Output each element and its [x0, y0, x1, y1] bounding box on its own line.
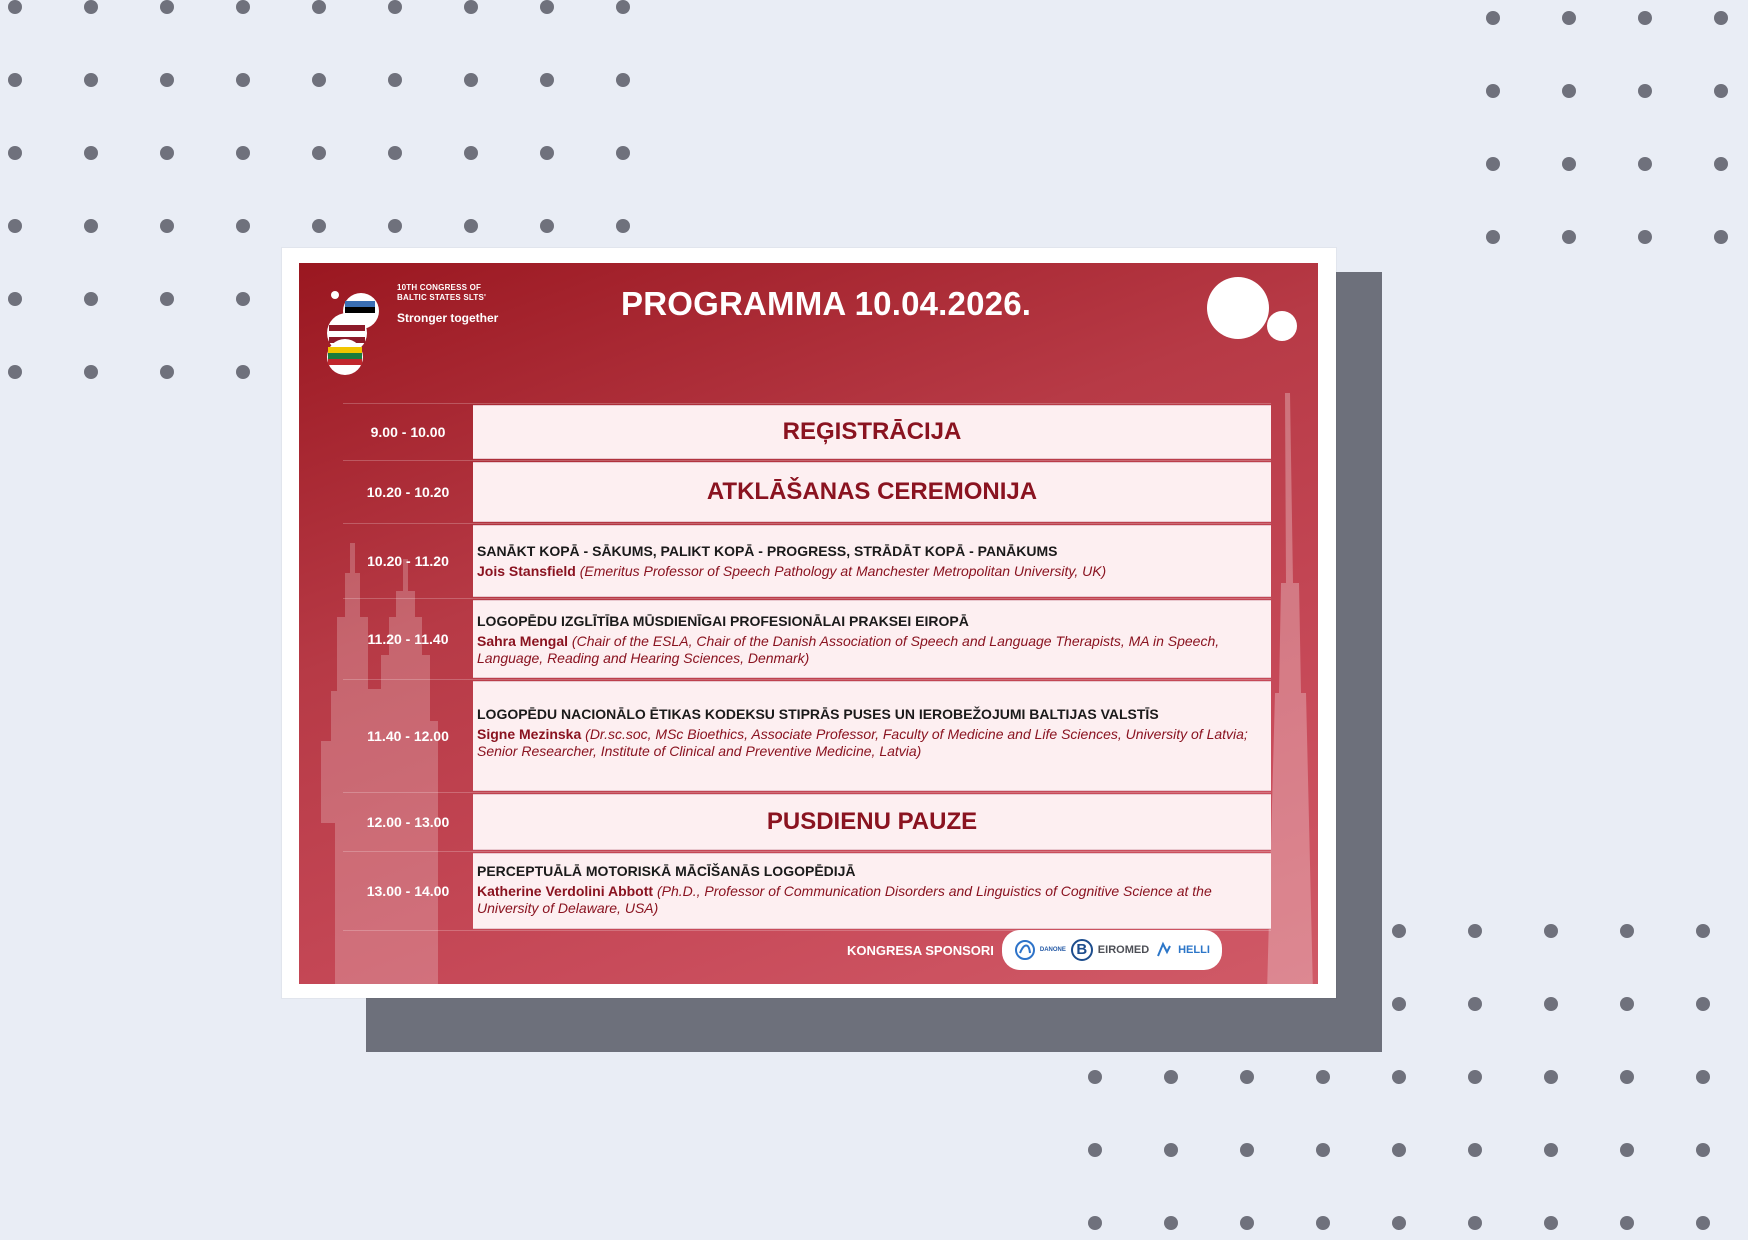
sponsor-helli-label: HELLI [1178, 944, 1210, 956]
talk-speaker-line [477, 883, 1253, 917]
logo-line-1: 10TH CONGRESS OF [397, 283, 482, 292]
decorative-dot [160, 73, 174, 87]
decorative-dot [464, 146, 478, 160]
session-title: REĢISTRĀCIJA [782, 418, 962, 445]
schedule-row [343, 679, 1271, 792]
decorative-dot [84, 219, 98, 233]
decorative-dot [160, 365, 174, 379]
schedule-table [343, 403, 1271, 931]
decorative-circle-icon [1267, 311, 1297, 341]
decorative-dot [1696, 924, 1710, 938]
time-slot: 13.00 - 14.00 [366, 883, 450, 899]
decorative-dot [236, 292, 250, 306]
schedule-row [343, 851, 1271, 931]
decorative-dot [160, 219, 174, 233]
decorative-dot [1714, 11, 1728, 25]
schedule-row [343, 523, 1271, 598]
decorative-dot [8, 292, 22, 306]
decorative-dot [8, 219, 22, 233]
decorative-dot [388, 73, 402, 87]
sponsors-label: KONGRESA SPONSORI [847, 942, 994, 958]
decorative-dot [1562, 157, 1576, 171]
decorative-dot [84, 146, 98, 160]
decorative-dot [236, 219, 250, 233]
decorative-dot [1638, 84, 1652, 98]
decorative-dot [236, 73, 250, 87]
decorative-dot [1468, 924, 1482, 938]
sponsor-danone-label: DANONE [1039, 947, 1066, 953]
decorative-dot [1392, 997, 1406, 1011]
decorative-dot [1714, 157, 1728, 171]
decorative-dot [540, 0, 554, 14]
page-title: PROGRAMMA 10.04.2026. [621, 285, 1032, 322]
decorative-dot [160, 146, 174, 160]
decorative-dot [1088, 1216, 1102, 1230]
talk-title: PERCEPTUĀLĀ MOTORISKĀ MĀCĪŠANĀS LOGOPĒDIJĀ [477, 863, 856, 879]
decorative-dot [616, 219, 630, 233]
decorative-dot [160, 0, 174, 14]
decorative-dot [1696, 1143, 1710, 1157]
talk-box [473, 853, 1271, 929]
program-poster [299, 263, 1318, 984]
decorative-dot [1562, 11, 1576, 25]
time-slot: 9.00 - 10.00 [370, 424, 446, 440]
decorative-dot [1486, 157, 1500, 171]
decorative-dot [1696, 1070, 1710, 1084]
talk-box [473, 600, 1271, 678]
decorative-dot [1486, 84, 1500, 98]
decorative-dot [1088, 1070, 1102, 1084]
decorative-dot [8, 73, 22, 87]
decorative-dot [1544, 1216, 1558, 1230]
speaker-name: Jois Stansfield [477, 563, 576, 579]
speaker-name: Sahra Mengal [477, 633, 569, 649]
sponsor-eiromed-label: EIROMED [1097, 944, 1150, 956]
decorative-dot [616, 146, 630, 160]
decorative-dot [1392, 1143, 1406, 1157]
talk-title: LOGOPĒDU NACIONĀLO ĒTIKAS KODEKSU STIPRĀS PUSES UN IEROBEŽOJUMI BALTIJAS VALSTĪS [477, 706, 1159, 722]
session-title: ATKLĀŠANAS CEREMONIJA [706, 478, 1038, 505]
time-slot: 11.20 - 11.40 [367, 631, 449, 647]
decorative-dot [1240, 1216, 1254, 1230]
time-slot: 12.00 - 13.00 [366, 814, 450, 830]
decorative-dot [84, 365, 98, 379]
decorative-dot [464, 0, 478, 14]
decorative-dot [1486, 11, 1500, 25]
decorative-dot [1088, 1143, 1102, 1157]
decorative-dot [1468, 1143, 1482, 1157]
talk-title: SANĀKT KOPĀ - SĀKUMS, PALIKT KOPĀ - PROGRESS, STRĀDĀT KOPĀ - PANĀKUMS [477, 543, 1058, 559]
decorative-dot [312, 73, 326, 87]
decorative-dot [1316, 1143, 1330, 1157]
decorative-dot [312, 146, 326, 160]
logo-line-2: BALTIC STATES SLTS' [397, 293, 487, 302]
schedule-row [343, 792, 1271, 851]
decorative-dot [1714, 84, 1728, 98]
b-certified-logo [1071, 930, 1093, 970]
talk-speaker-line [477, 563, 1255, 580]
helli-logo [1154, 930, 1210, 970]
talk-speaker-line [477, 726, 1253, 760]
decorative-dot [8, 0, 22, 14]
decorative-dot [1638, 230, 1652, 244]
decorative-dot [1240, 1070, 1254, 1084]
decorative-dot [1620, 1143, 1634, 1157]
time-slot: 10.20 - 10.20 [366, 484, 450, 500]
decorative-dot [1544, 924, 1558, 938]
time-slot: 10.20 - 11.20 [367, 553, 449, 569]
session-box [473, 405, 1271, 459]
decorative-dot [540, 219, 554, 233]
decorative-dot [464, 73, 478, 87]
decorative-dot [236, 0, 250, 14]
talk-box [473, 525, 1271, 597]
decorative-dot [1620, 997, 1634, 1011]
decorative-dot [84, 0, 98, 14]
decorative-dot [1544, 1143, 1558, 1157]
session-box [473, 794, 1271, 850]
decorative-dot [1714, 230, 1728, 244]
sponsors-section [847, 930, 1222, 970]
decorative-dot [388, 0, 402, 14]
decorative-dot [1316, 1216, 1330, 1230]
time-slot: 11.40 - 12.00 [367, 728, 449, 744]
decorative-dot [84, 73, 98, 87]
decorative-dot [540, 146, 554, 160]
decorative-dot [1316, 1070, 1330, 1084]
decorative-dot [1468, 1070, 1482, 1084]
schedule-row [343, 598, 1271, 679]
decorative-dot [8, 146, 22, 160]
decorative-dot [1562, 84, 1576, 98]
talk-title: LOGOPĒDU IZGLĪTĪBA MŪSDIENĪGAI PROFESIONĀLAI PRAKSEI EIROPĀ [477, 613, 969, 629]
b-corp-icon: B [1071, 939, 1093, 961]
decorative-dot [1696, 997, 1710, 1011]
poster-frame [282, 248, 1336, 998]
decorative-dot [540, 73, 554, 87]
decorative-dot [8, 365, 22, 379]
decorative-dot [464, 219, 478, 233]
decorative-dot [84, 292, 98, 306]
danone-logo [1014, 930, 1066, 970]
danone-icon [1014, 939, 1036, 961]
decorative-dot [1164, 1070, 1178, 1084]
schedule-row [343, 403, 1271, 460]
helli-icon [1154, 940, 1174, 960]
talk-speaker-line [477, 633, 1253, 667]
speaker-name: Katherine Verdolini Abbott [477, 883, 654, 899]
speaker-description: (Ph.D., Professor of Communication Disorders and Linguistics of Cognitive Science at the University of Delaware, USA) [477, 883, 1212, 916]
speaker-description: (Emeritus Professor of Speech Pathology at Manchester Metropolitan University, UK) [579, 563, 1107, 579]
decorative-dot [616, 73, 630, 87]
decorative-dot [1392, 924, 1406, 938]
decorative-dot [1164, 1216, 1178, 1230]
decorative-dot [1164, 1143, 1178, 1157]
decorative-dot [1544, 997, 1558, 1011]
decorative-dot [160, 292, 174, 306]
decorative-dot [236, 365, 250, 379]
session-title: PUSDIENU PAUZE [766, 808, 978, 835]
speaker-name: Signe Mezinska [477, 726, 582, 742]
session-box [473, 462, 1271, 522]
decorative-dot [1240, 1143, 1254, 1157]
decorative-dot [1392, 1216, 1406, 1230]
decorative-dot [1562, 230, 1576, 244]
decorative-dot [312, 219, 326, 233]
decorative-dot [1392, 1070, 1406, 1084]
talk-box [473, 681, 1271, 791]
decorative-dot [1468, 1216, 1482, 1230]
decorative-dot [236, 146, 250, 160]
decorative-dot [1468, 997, 1482, 1011]
sponsor-logos [1002, 930, 1222, 970]
decorative-dot [1620, 924, 1634, 938]
schedule-row [343, 460, 1271, 523]
logo-text [397, 283, 517, 303]
decorative-dot [388, 146, 402, 160]
decorative-dot [1544, 1070, 1558, 1084]
decorative-circle-icon [1207, 277, 1269, 339]
decorative-dot [312, 0, 326, 14]
decorative-dot [616, 0, 630, 14]
decorative-dot [1620, 1070, 1634, 1084]
speaker-description: (Dr.sc.soc, MSc Bioethics, Associate Professor, Faculty of Medicine and Life Sciences, University of Latvia; Senior Researcher, Institute of Clinical and Preventive Medicine, Latvia) [477, 726, 1248, 759]
decorative-dot [1638, 157, 1652, 171]
logo-tagline: Stronger together [397, 311, 499, 325]
decorative-dot [1486, 230, 1500, 244]
decorative-dot [1638, 11, 1652, 25]
decorative-dot [1620, 1216, 1634, 1230]
decorative-dot [1696, 1216, 1710, 1230]
congress-logo-icon [321, 283, 387, 375]
decorative-dot [388, 219, 402, 233]
eiromed-logo [1098, 930, 1149, 970]
speaker-description: (Chair of the ESLA, Chair of the Danish Association of Speech and Language Therapists, MA in Speech, Language, Reading and Hearing Sciences, Denmark) [477, 633, 1220, 666]
